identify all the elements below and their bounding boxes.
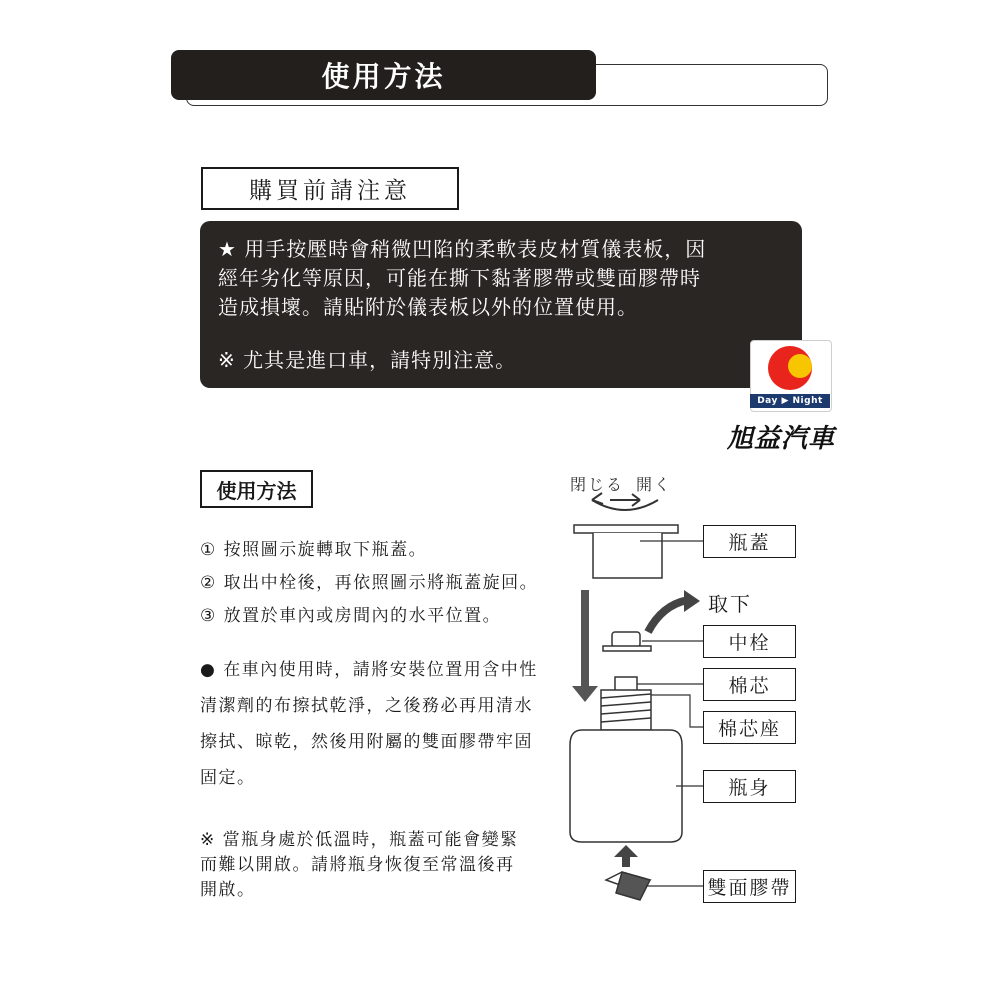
open-label: 開く [636,475,673,494]
notice-line: 經年劣化等原因，可能在撕下黏著膠帶或雙面膠帶時 [218,266,701,290]
notice-line: ★ 用手按壓時會稍微凹陷的柔軟表皮材質儀表板，因 [218,237,707,261]
up-arrow-icon [614,845,638,867]
down-arrow-icon [572,590,598,702]
notice-line: 造成損壞。請貼附於儀表板以外的位置使用。 [218,295,638,319]
car-note-line: 清潔劑的布擦拭乾淨，之後務必再用清水 [200,696,533,716]
car-note-line: 擦拭、晾乾，然後用附屬的雙面膠帶牢固 [200,732,533,752]
car-note-line: ● 在車內使用時，請將安裝位置用含中性 [200,660,538,680]
tape-drawing [606,872,650,900]
notice-extra: ※ 尤其是進口車，請特別注意。 [218,348,517,372]
remove-arrow-icon [648,590,700,632]
close-label: 閉じる [570,475,625,494]
logo-badge: Day ▶ Night [750,394,830,408]
usage-step: ② 取出中栓後，再依照圖示將瓶蓋旋回。 [200,573,539,593]
rotate-arrows-icon [592,493,658,510]
usage-heading: 使用方法 [200,470,313,508]
page-title: 使用方法 [171,50,596,100]
notice-heading: 購買前請注意 [201,167,459,210]
usage-step: ① 按照圖示旋轉取下瓶蓋。 [200,540,428,560]
bottle-drawing [570,677,682,842]
label-remove: 取下 [708,592,752,616]
label-wick: 棉芯 [703,668,796,701]
label-wick-holder: 棉芯座 [703,711,796,744]
car-note-line: 固定。 [200,768,256,788]
label-tape: 雙面膠帶 [703,870,796,903]
cap-drawing [574,525,678,578]
temp-note-line: ※ 當瓶身處於低溫時，瓶蓋可能會變緊 [200,830,519,850]
label-body: 瓶身 [703,770,796,803]
temp-note-line: 而難以開啟。請將瓶身恢復至常溫後再 [200,855,515,875]
temp-note-line: 開啟。 [200,880,256,900]
brand-name: 旭益汽車 [727,424,836,454]
label-cap: 瓶蓋 [703,525,796,558]
label-plug: 中栓 [703,625,796,658]
usage-step: ③ 放置於車內或房間內的水平位置。 [200,606,502,626]
